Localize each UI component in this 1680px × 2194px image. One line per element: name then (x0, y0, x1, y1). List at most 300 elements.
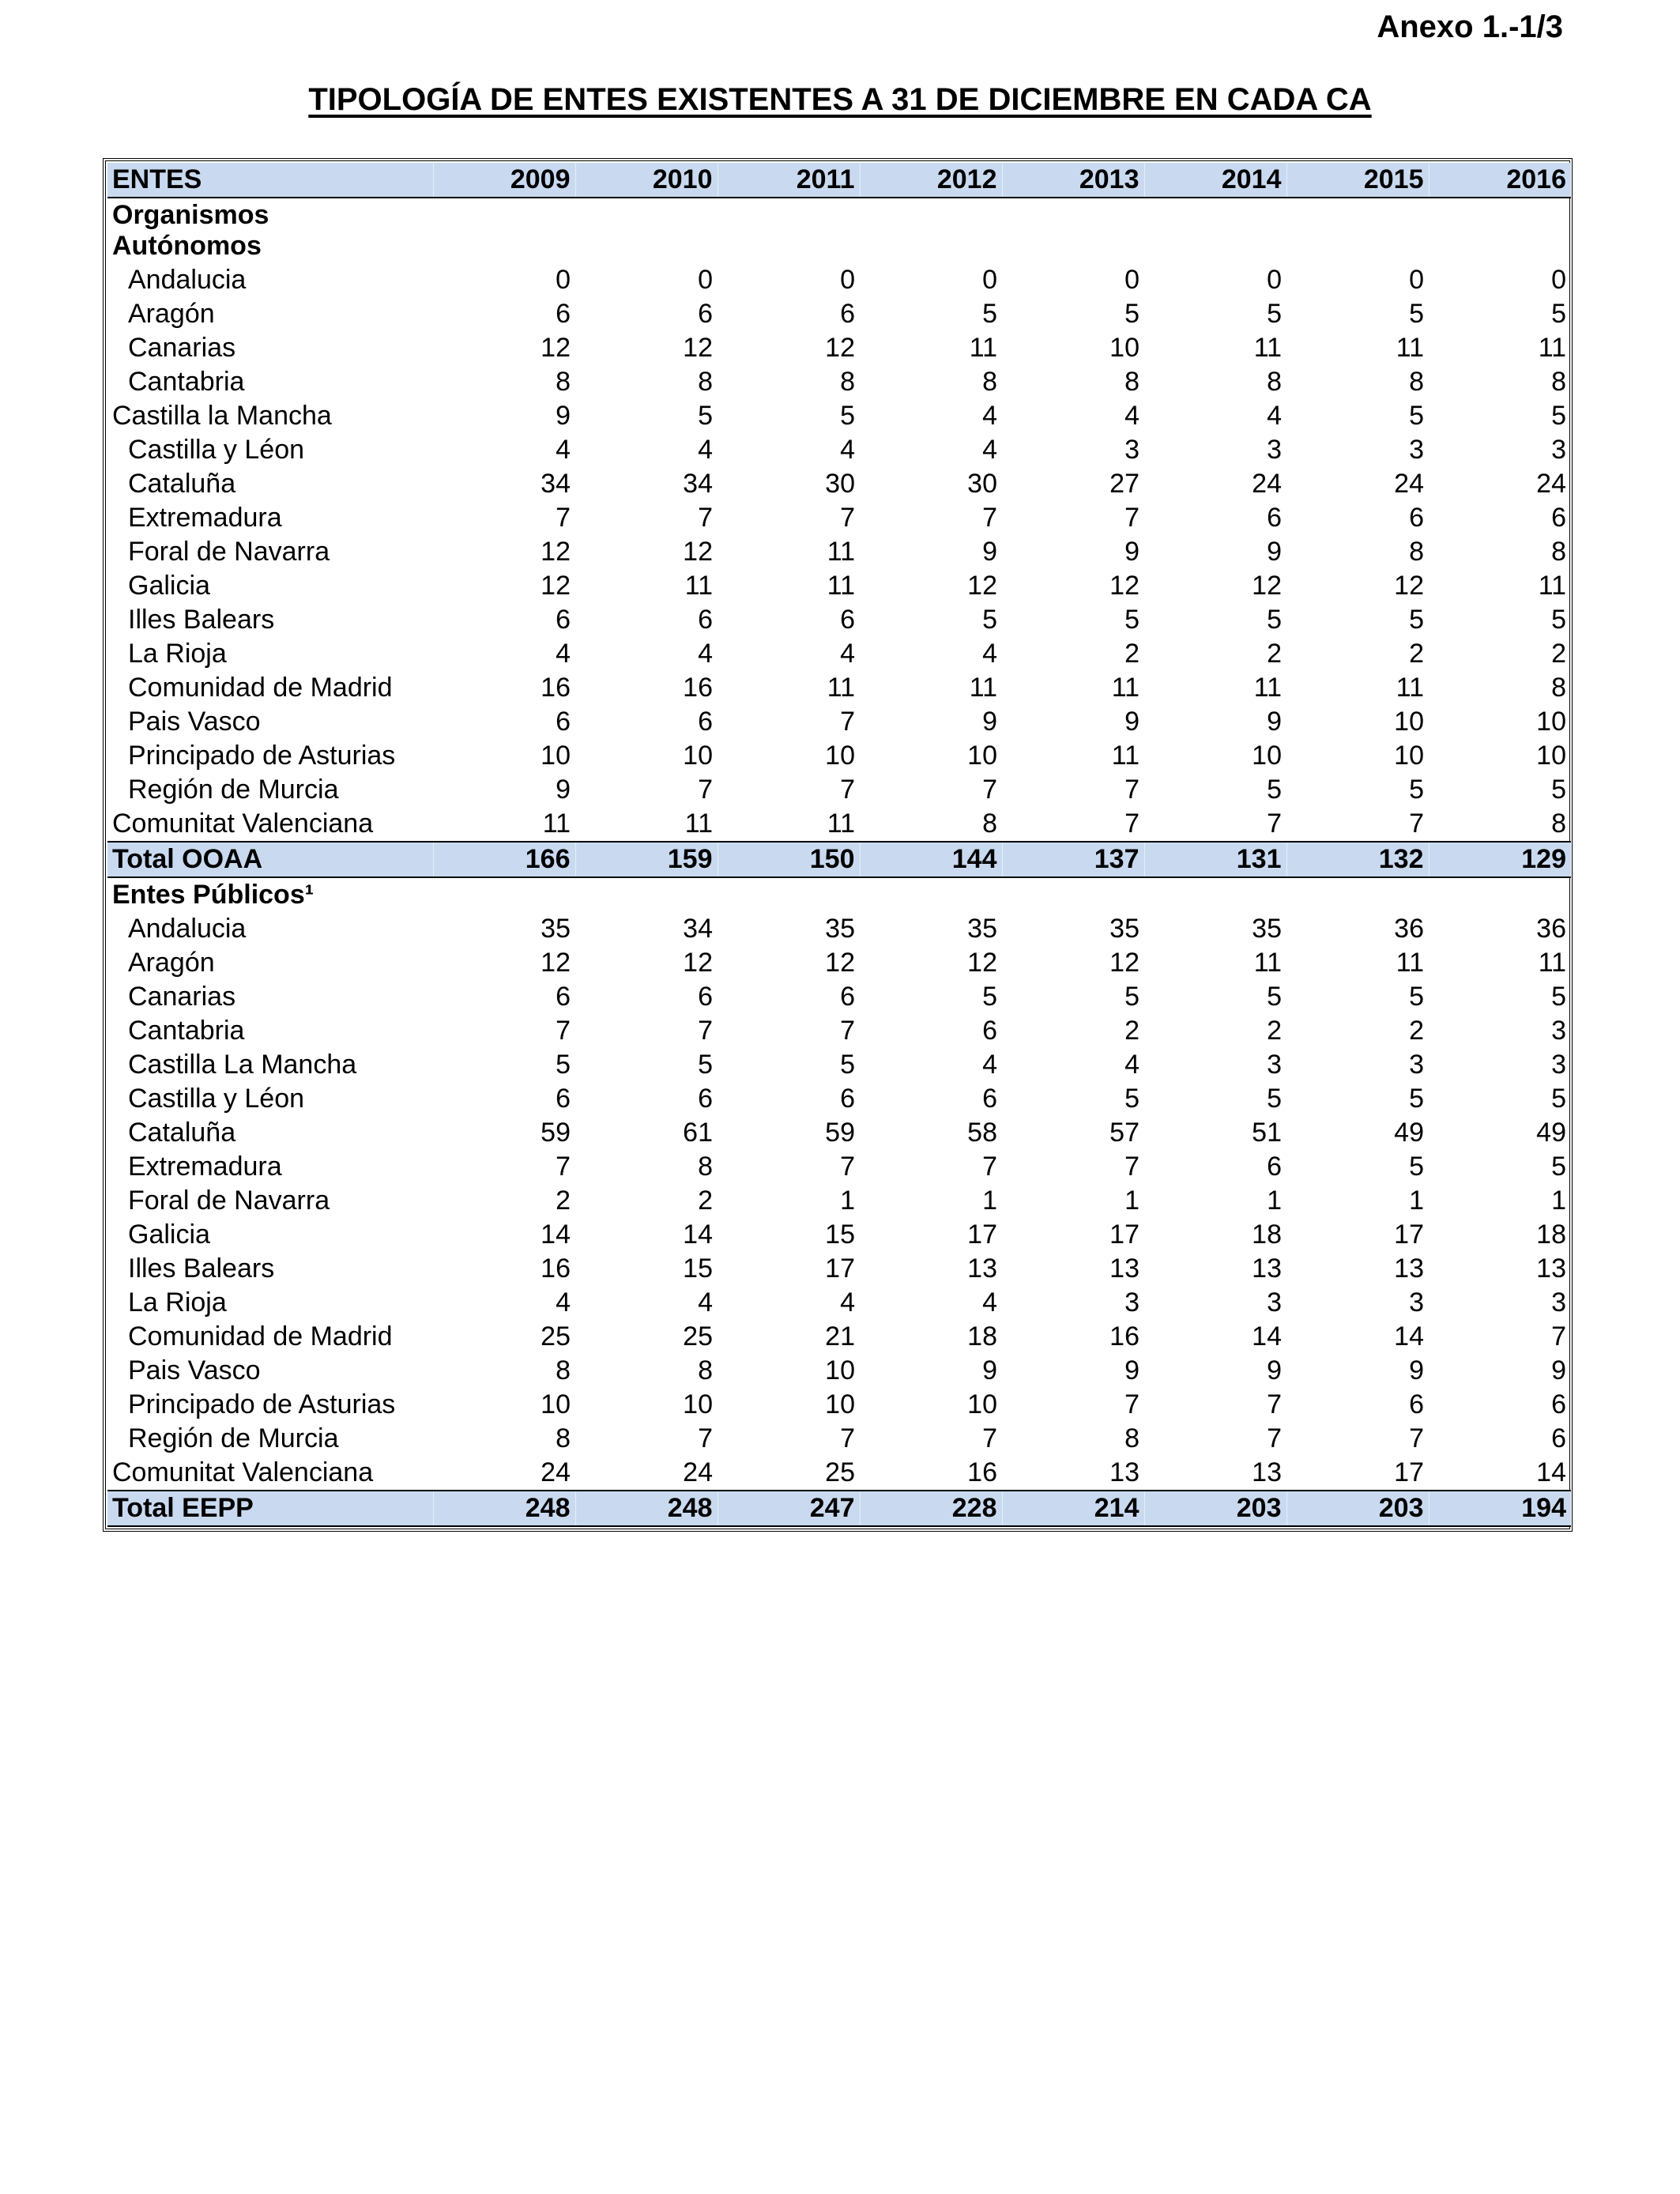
value-cell: 8 (840, 367, 855, 397)
table-row (107, 1218, 1571, 1252)
region-name-cell: Principado de Asturias (128, 741, 396, 771)
table-row (107, 365, 1571, 399)
total-value-cell: 247 (718, 1491, 860, 1526)
region-name-cell: Cataluña (128, 1118, 236, 1148)
value-cell: 4 (840, 1287, 855, 1318)
region-name-cell: Andalucia (128, 265, 247, 295)
value-cell: 6 (1409, 503, 1424, 533)
value-cell: 7 (840, 1016, 855, 1046)
value-cell: 4 (1124, 1050, 1139, 1080)
value-cell: 0 (698, 265, 713, 295)
value-cell: 12 (1394, 571, 1424, 601)
value-cell: 9 (1551, 1355, 1566, 1385)
column-header-year: 2016 (1429, 163, 1571, 198)
value-cell: 24 (683, 1457, 713, 1487)
value-cell: 3 (1267, 1050, 1282, 1080)
value-cell: 9 (1267, 537, 1282, 567)
value-cell: 9 (1124, 1355, 1139, 1385)
value-cell: 12 (825, 948, 855, 978)
value-cell: 12 (825, 333, 855, 363)
value-cell: 4 (1124, 401, 1139, 431)
table-row (107, 1422, 1571, 1456)
value-cell: 35 (1109, 914, 1139, 944)
column-header-year: 2015 (1286, 163, 1429, 198)
entities-table-frame (103, 158, 1573, 1532)
value-cell: 11 (1396, 333, 1424, 363)
value-cell: 7 (1124, 1389, 1139, 1419)
value-cell: 5 (1409, 299, 1424, 329)
table-row (107, 1456, 1571, 1491)
table-row (107, 535, 1571, 569)
total-value-cell: 248 (433, 1491, 575, 1526)
value-cell: 6 (1551, 1389, 1566, 1419)
value-cell: 14 (683, 1220, 713, 1250)
region-name-cell: Extremadura (128, 503, 282, 533)
value-cell: 5 (1409, 982, 1424, 1012)
value-cell: 8 (1267, 367, 1282, 397)
value-cell: 25 (825, 1457, 855, 1487)
region-name-cell: Región de Murcia (128, 1423, 339, 1453)
annex-label: Anexo 1.-1/3 (1377, 9, 1563, 44)
value-cell: 12 (1109, 571, 1139, 601)
value-cell: 7 (1551, 1321, 1566, 1351)
value-cell: 0 (1124, 265, 1139, 295)
value-cell: 7 (840, 775, 855, 805)
value-cell: 36 (1394, 914, 1424, 944)
value-cell: 5 (698, 401, 713, 431)
value-cell: 13 (1394, 1253, 1424, 1284)
value-cell: 5 (1124, 1084, 1139, 1114)
value-cell: 7 (1124, 775, 1139, 805)
value-cell: 10 (825, 1355, 855, 1385)
value-cell: 12 (683, 537, 713, 567)
table-row (107, 1184, 1571, 1218)
value-cell: 3 (1409, 1287, 1424, 1318)
total-value-cell: 132 (1286, 842, 1429, 877)
value-cell: 30 (967, 469, 997, 499)
region-name-cell: Canarias (128, 982, 236, 1012)
value-cell: 13 (967, 1253, 997, 1284)
table-row (107, 1082, 1571, 1116)
value-cell: 7 (1124, 1152, 1139, 1182)
value-cell: 12 (683, 333, 713, 363)
value-cell: 6 (698, 299, 713, 329)
value-cell: 5 (1124, 299, 1139, 329)
value-cell: 24 (541, 1457, 571, 1487)
value-cell: 1 (840, 1186, 855, 1216)
region-name-cell: Foral de Navarra (128, 1186, 330, 1216)
value-cell: 12 (967, 948, 997, 978)
value-cell: 13 (1109, 1253, 1139, 1284)
total-value-cell: 137 (1002, 842, 1144, 877)
value-cell: 8 (556, 1423, 571, 1453)
value-cell: 6 (556, 1084, 571, 1114)
region-name-cell: Aragón (128, 299, 215, 329)
value-cell: 34 (683, 914, 713, 944)
value-cell: 5 (1267, 605, 1282, 635)
value-cell: 5 (1409, 1152, 1424, 1182)
total-value-cell: 214 (1002, 1491, 1144, 1526)
value-cell: 4 (1267, 401, 1282, 431)
value-cell: 4 (982, 639, 997, 669)
value-cell: 57 (1109, 1118, 1139, 1148)
value-cell: 7 (698, 503, 713, 533)
table-row (107, 739, 1571, 773)
total-value-cell: 150 (718, 842, 860, 877)
column-header-year: 2013 (1002, 163, 1144, 198)
value-cell: 10 (1536, 707, 1566, 737)
value-cell: 6 (1267, 1152, 1282, 1182)
table-row (107, 399, 1571, 433)
table-row (107, 773, 1571, 807)
table-row (107, 1388, 1571, 1422)
value-cell: 25 (683, 1321, 713, 1351)
table-body (107, 198, 1571, 1526)
region-name-cell: La Rioja (128, 1287, 227, 1318)
value-cell: 14 (1394, 1321, 1424, 1351)
value-cell: 4 (840, 639, 855, 669)
value-cell: 4 (556, 639, 571, 669)
value-cell: 13 (1252, 1457, 1282, 1487)
table-row (107, 1150, 1571, 1184)
value-cell: 6 (698, 605, 713, 635)
total-value-cell: 203 (1144, 1491, 1286, 1526)
region-name-cell: Illes Balears (128, 1253, 275, 1284)
value-cell: 10 (541, 741, 571, 771)
value-cell: 13 (1252, 1253, 1282, 1284)
column-header-year: 2011 (718, 163, 860, 198)
value-cell: 0 (982, 265, 997, 295)
value-cell: 12 (541, 571, 571, 601)
value-cell: 17 (825, 1253, 855, 1284)
page-title: TIPOLOGÍA DE ENTES EXISTENTES A 31 DE DICIEMBRE EN CADA CA (308, 82, 1372, 117)
value-cell: 4 (982, 1050, 997, 1080)
value-cell: 10 (1252, 741, 1282, 771)
value-cell: 9 (1267, 1355, 1282, 1385)
value-cell: 6 (982, 1016, 997, 1046)
value-cell: 11 (542, 809, 571, 839)
total-value-cell: 228 (860, 1491, 1002, 1526)
value-cell: 10 (683, 1389, 713, 1419)
table-row (107, 671, 1571, 705)
value-cell: 24 (1536, 469, 1566, 499)
region-name-cell: Castilla la Mancha (112, 401, 332, 431)
table-row (107, 912, 1571, 946)
value-cell: 10 (825, 741, 855, 771)
value-cell: 5 (840, 401, 855, 431)
value-cell: 5 (1267, 1084, 1282, 1114)
value-cell: 35 (967, 914, 997, 944)
value-cell: 18 (967, 1321, 997, 1351)
value-cell: 5 (1124, 605, 1139, 635)
value-cell: 10 (1394, 707, 1424, 737)
total-label-cell: Total EEPP (107, 1491, 433, 1526)
value-cell: 5 (1267, 982, 1282, 1012)
region-name-cell: Cataluña (128, 469, 236, 499)
region-name-cell: Cantabria (128, 1016, 245, 1046)
value-cell: 17 (1109, 1220, 1139, 1250)
value-cell: 5 (1551, 605, 1566, 635)
value-cell: 8 (1551, 809, 1566, 839)
region-name-cell: Castilla y Léon (128, 1084, 305, 1114)
value-cell: 11 (1396, 673, 1424, 703)
region-name-cell: Canarias (128, 333, 236, 363)
region-name-cell: Andalucia (128, 914, 247, 944)
table-row (107, 1048, 1571, 1082)
value-cell: 35 (825, 914, 855, 944)
total-value-cell: 166 (433, 842, 575, 877)
value-cell: 7 (982, 1152, 997, 1182)
value-cell: 35 (541, 914, 571, 944)
value-cell: 5 (982, 605, 997, 635)
value-cell: 6 (982, 1084, 997, 1114)
value-cell: 8 (982, 367, 997, 397)
table-row (107, 263, 1571, 297)
value-cell: 5 (556, 1050, 571, 1080)
value-cell: 25 (541, 1321, 571, 1351)
value-cell: 9 (1124, 707, 1139, 737)
value-cell: 7 (1124, 809, 1139, 839)
value-cell: 14 (1252, 1321, 1282, 1351)
value-cell: 16 (683, 673, 713, 703)
value-cell: 15 (683, 1253, 713, 1284)
region-name-cell: Aragón (128, 948, 215, 978)
value-cell: 5 (1551, 299, 1566, 329)
section-heading-row (107, 877, 1571, 912)
value-cell: 4 (698, 1287, 713, 1318)
region-name-cell: Illes Balears (128, 605, 275, 635)
value-cell: 13 (1109, 1457, 1139, 1487)
region-name-cell: Galicia (128, 571, 210, 601)
value-cell: 4 (556, 435, 571, 465)
value-cell: 5 (1551, 1084, 1566, 1114)
value-cell: 6 (556, 299, 571, 329)
total-value-cell: 203 (1286, 1491, 1429, 1526)
total-value-cell: 144 (860, 842, 1002, 877)
value-cell: 34 (541, 469, 571, 499)
value-cell: 2 (1267, 639, 1282, 669)
region-name-cell: Pais Vasco (128, 707, 261, 737)
region-name-cell: Región de Murcia (128, 775, 339, 805)
value-cell: 3 (1409, 435, 1424, 465)
table-row (107, 297, 1571, 331)
value-cell: 35 (1252, 914, 1282, 944)
value-cell: 6 (840, 982, 855, 1012)
value-cell: 16 (541, 673, 571, 703)
region-name-cell: Foral de Navarra (128, 537, 330, 567)
value-cell: 7 (1409, 1423, 1424, 1453)
value-cell: 7 (982, 1423, 997, 1453)
value-cell: 10 (683, 741, 713, 771)
value-cell: 36 (1536, 914, 1566, 944)
value-cell: 30 (825, 469, 855, 499)
value-cell: 6 (1267, 503, 1282, 533)
value-cell: 9 (1124, 537, 1139, 567)
value-cell: 1 (1409, 1186, 1424, 1216)
value-cell: 7 (982, 775, 997, 805)
value-cell: 10 (1394, 741, 1424, 771)
value-cell: 6 (698, 982, 713, 1012)
value-cell: 11 (1396, 948, 1424, 978)
value-cell: 5 (982, 982, 997, 1012)
value-cell: 14 (541, 1220, 571, 1250)
value-cell: 10 (967, 741, 997, 771)
table-row (107, 331, 1571, 365)
value-cell: 7 (840, 1423, 855, 1453)
value-cell: 11 (1538, 571, 1566, 601)
value-cell: 8 (1409, 367, 1424, 397)
value-cell: 11 (827, 537, 855, 567)
value-cell: 17 (967, 1220, 997, 1250)
value-cell: 6 (1409, 1389, 1424, 1419)
value-cell: 12 (541, 333, 571, 363)
table-row (107, 569, 1571, 603)
value-cell: 5 (1409, 605, 1424, 635)
table-row (107, 705, 1571, 739)
total-value-cell: 159 (575, 842, 718, 877)
column-header-year: 2014 (1144, 163, 1286, 198)
column-header-entes: ENTES (107, 163, 433, 198)
table-row (107, 501, 1571, 535)
value-cell: 2 (1551, 639, 1566, 669)
value-cell: 11 (827, 673, 855, 703)
value-cell: 8 (1124, 1423, 1139, 1453)
value-cell: 8 (556, 1355, 571, 1385)
value-cell: 8 (698, 1355, 713, 1385)
value-cell: 7 (1267, 1423, 1282, 1453)
column-header-year: 2010 (575, 163, 718, 198)
value-cell: 61 (683, 1118, 713, 1148)
value-cell: 1 (1551, 1186, 1566, 1216)
value-cell: 11 (1253, 673, 1282, 703)
table-row (107, 603, 1571, 637)
table-row (107, 980, 1571, 1014)
value-cell: 5 (982, 299, 997, 329)
value-cell: 5 (1551, 775, 1566, 805)
value-cell: 3 (1551, 1287, 1566, 1318)
value-cell: 12 (967, 571, 997, 601)
value-cell: 2 (1409, 639, 1424, 669)
value-cell: 6 (698, 1084, 713, 1114)
value-cell: 9 (556, 401, 571, 431)
value-cell: 10 (1109, 333, 1139, 363)
value-cell: 6 (556, 982, 571, 1012)
value-cell: 11 (969, 333, 997, 363)
region-name-cell: Cantabria (128, 367, 245, 397)
value-cell: 3 (1551, 1050, 1566, 1080)
value-cell: 11 (1111, 741, 1139, 771)
value-cell: 16 (967, 1457, 997, 1487)
section-heading-line: Organismos (112, 200, 269, 230)
value-cell: 5 (1551, 982, 1566, 1012)
value-cell: 4 (982, 1287, 997, 1318)
region-name-cell: Galicia (128, 1220, 210, 1250)
value-cell: 5 (1267, 775, 1282, 805)
value-cell: 14 (1536, 1457, 1566, 1487)
value-cell: 7 (698, 775, 713, 805)
table-row (107, 1252, 1571, 1286)
value-cell: 8 (556, 367, 571, 397)
table-row (107, 1116, 1571, 1150)
value-cell: 8 (1124, 367, 1139, 397)
value-cell: 49 (1536, 1118, 1566, 1148)
value-cell: 2 (1124, 639, 1139, 669)
value-cell: 21 (825, 1321, 855, 1351)
region-name-cell: Comunitat Valenciana (112, 1457, 374, 1487)
value-cell: 17 (1394, 1457, 1424, 1487)
value-cell: 1 (1267, 1186, 1282, 1216)
total-value-cell: 194 (1429, 1491, 1571, 1526)
section-heading: Entes Públicos¹ (112, 880, 315, 910)
value-cell: 5 (840, 1050, 855, 1080)
value-cell: 8 (698, 367, 713, 397)
value-cell: 2 (556, 1186, 571, 1216)
value-cell: 6 (1551, 503, 1566, 533)
value-cell: 59 (541, 1118, 571, 1148)
value-cell: 59 (825, 1118, 855, 1148)
value-cell: 12 (541, 948, 571, 978)
value-cell: 11 (1538, 333, 1566, 363)
value-cell: 1 (1124, 1186, 1139, 1216)
table-row (107, 467, 1571, 501)
value-cell: 5 (1409, 1084, 1424, 1114)
value-cell: 9 (982, 707, 997, 737)
value-cell: 11 (1253, 948, 1282, 978)
region-name-cell: Castilla La Mancha (128, 1050, 357, 1080)
value-cell: 18 (1536, 1220, 1566, 1250)
value-cell: 5 (1551, 401, 1566, 431)
value-cell: 3 (1267, 1287, 1282, 1318)
table-row (107, 1286, 1571, 1320)
value-cell: 16 (1109, 1321, 1139, 1351)
value-cell: 12 (683, 948, 713, 978)
value-cell: 7 (982, 503, 997, 533)
value-cell: 4 (982, 401, 997, 431)
table-row (107, 637, 1571, 671)
value-cell: 2 (1124, 1016, 1139, 1046)
value-cell: 0 (1551, 265, 1566, 295)
table-row (107, 1320, 1571, 1354)
region-name-cell: Castilla y Léon (128, 435, 305, 465)
value-cell: 9 (1409, 1355, 1424, 1385)
section-heading-row (107, 198, 1571, 263)
value-cell: 7 (840, 503, 855, 533)
value-cell: 24 (1252, 469, 1282, 499)
value-cell: 9 (556, 775, 571, 805)
value-cell: 10 (541, 1389, 571, 1419)
section-heading-line: Autónomos (112, 231, 262, 261)
value-cell: 12 (1109, 948, 1139, 978)
value-cell: 8 (1551, 537, 1566, 567)
table-row (107, 1354, 1571, 1388)
value-cell: 6 (1551, 1423, 1566, 1453)
value-cell: 5 (698, 1050, 713, 1080)
value-cell: 17 (1394, 1220, 1424, 1250)
value-cell: 10 (1536, 741, 1566, 771)
value-cell: 7 (840, 707, 855, 737)
value-cell: 3 (1124, 435, 1139, 465)
value-cell: 4 (698, 435, 713, 465)
value-cell: 8 (1551, 367, 1566, 397)
value-cell: 34 (683, 469, 713, 499)
table-row (107, 807, 1571, 842)
value-cell: 7 (1267, 809, 1282, 839)
value-cell: 16 (541, 1253, 571, 1284)
value-cell: 7 (1124, 503, 1139, 533)
value-cell: 11 (1253, 333, 1282, 363)
region-name-cell: Comunitat Valenciana (112, 809, 374, 839)
value-cell: 7 (698, 1423, 713, 1453)
